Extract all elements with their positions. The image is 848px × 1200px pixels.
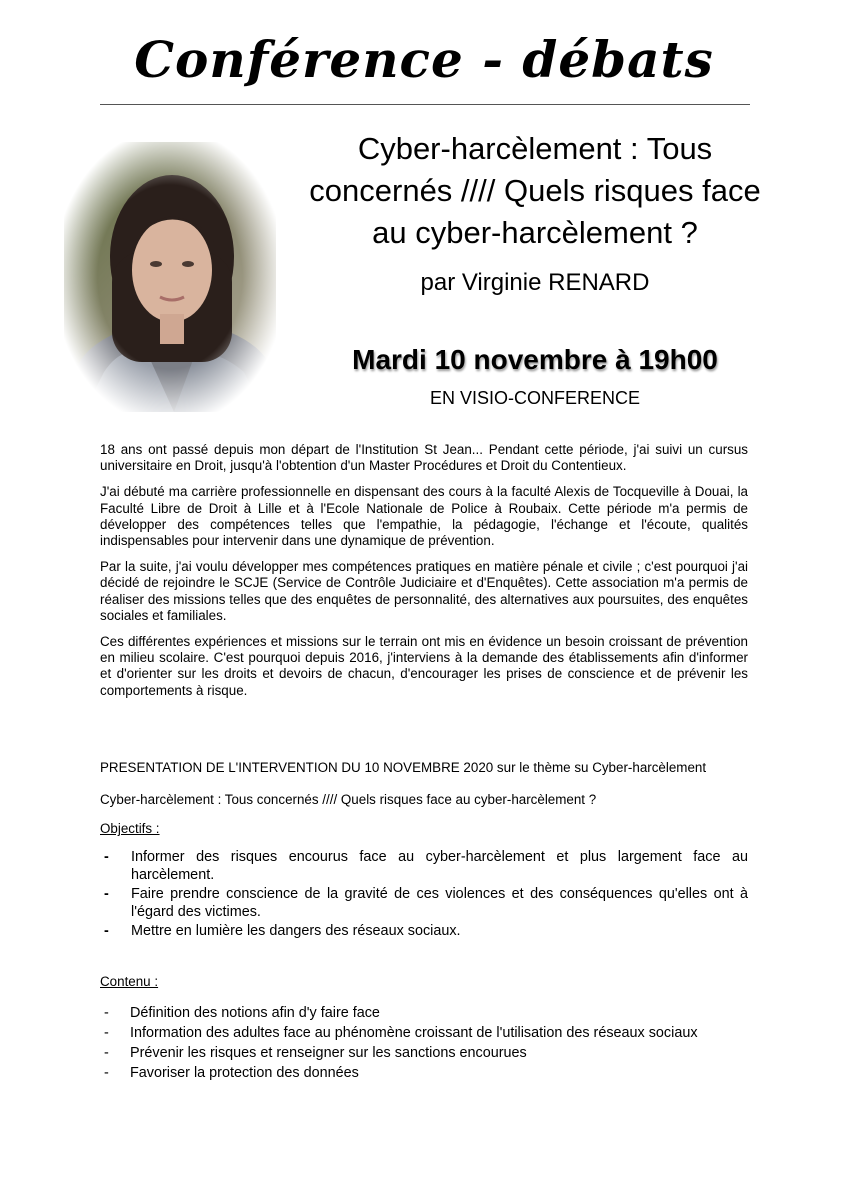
list-item: - Mettre en lumière les dangers des réseaux sociaux. [104, 923, 461, 939]
presentation-subtitle: Cyber-harcèlement : Tous concernés //// Quels risques face au cyber-harcèlement ? [100, 792, 597, 807]
content-list [100, 1004, 760, 1084]
content-text: Information des adultes face au phénomène croissant de l'utilisation des réseaux sociaux [130, 1025, 698, 1041]
objective-text: Mettre en lumière les dangers des réseaux sociaux. [131, 923, 461, 939]
bio-paragraph: Par la suite, j'ai voulu développer mes compétences pratiques en matière pénale et civile ; c'est pourquoi j'ai décidé de rejoindre le SCJE (Service de Contrôle Judiciaire et d'Enquêtes). Cette association m'a permis de réaliser des missions telles que des enquêtes de personnalité, des alternatives aux poursuites, des enquêtes sociales et familiales. [100, 559, 748, 623]
title-divider [100, 104, 750, 105]
page-title: Conférence - débats [134, 30, 714, 89]
bio-paragraph: J'ai débuté ma carrière professionnelle en dispensant des cours à la faculté Alexis de Tocqueville à Douai, la Faculté Libre de Droit à Lille et à l'Ecole Nationale de Police à Roubaix. Cette période m'a permis de développer des compétences telles que l'empathie, la pédagogie, l'échange et l'écoute, qualités indispensables pour intervenir dans une dynamique de prévention. [100, 484, 748, 549]
event-mode: EN VISIO-CONFERENCE [429, 388, 641, 408]
content-text: Définition des notions afin d'y faire face [130, 1005, 380, 1021]
list-item: - Définition des notions afin d'y faire face [104, 1005, 380, 1021]
bio-paragraph: 18 ans ont passé depuis mon départ de l'Institution St Jean... Pendant cette période, j'ai suivi un cursus universitaire en Droit, jusqu'à l'obtention d'un Master Procédures et Droit du Contentieux. [100, 442, 748, 474]
list-item: - Favoriser la protection des données [104, 1065, 359, 1081]
list-item: - Informer des risques encourus face au cyber-harcèlement et plus largement face au harcèlement. [104, 849, 748, 883]
content-text: Prévenir les risques et renseigner sur les sanctions encourues [130, 1045, 527, 1061]
speaker-bio [100, 442, 748, 709]
objectives-list [100, 849, 748, 943]
content-label: Contenu : [100, 974, 159, 989]
event-date: Mardi 10 novembre à 19h00 [352, 344, 718, 375]
objective-text: Informer des risques encourus face au cyber-harcèlement et plus largement face au harcèlement. [131, 849, 748, 883]
presentation-heading: PRESENTATION DE L'INTERVENTION DU 10 NOVEMBRE 2020 sur le thème su Cyber-harcèlement [100, 760, 707, 775]
list-item: - Information des adultes face au phénomène croissant de l'utilisation des réseaux sociaux [104, 1025, 698, 1041]
list-item: - Faire prendre conscience de la gravité de ces violences et des conséquences qu'elles ont à l'égard des victimes. [104, 886, 748, 920]
objective-text: Faire prendre conscience de la gravité de ces violences et des conséquences qu'elles ont à l'égard des victimes. [131, 886, 748, 920]
content-text: Favoriser la protection des données [130, 1065, 359, 1081]
speaker-photo [64, 142, 276, 412]
bio-paragraph: Ces différentes expériences et missions sur le terrain ont mis en évidence un besoin croissant de prévention en milieu scolaire. C'est pourquoi depuis 2016, j'interviens à la demande des établissements afin d'informer et d'orienter sur les droits et devoirs de chacun, d'encourager les prises de conscience et de prévenir les comportements à risque. [100, 634, 748, 698]
talk-title: Cyber-harcèlement : Tous concernés //// Quels risques face au cyber-harcèlement ? [309, 131, 761, 250]
speaker-name: par Virginie RENARD [420, 269, 650, 296]
list-item: - Prévenir les risques et renseigner sur les sanctions encourues [104, 1045, 527, 1061]
objectives-label: Objectifs : [100, 821, 160, 836]
